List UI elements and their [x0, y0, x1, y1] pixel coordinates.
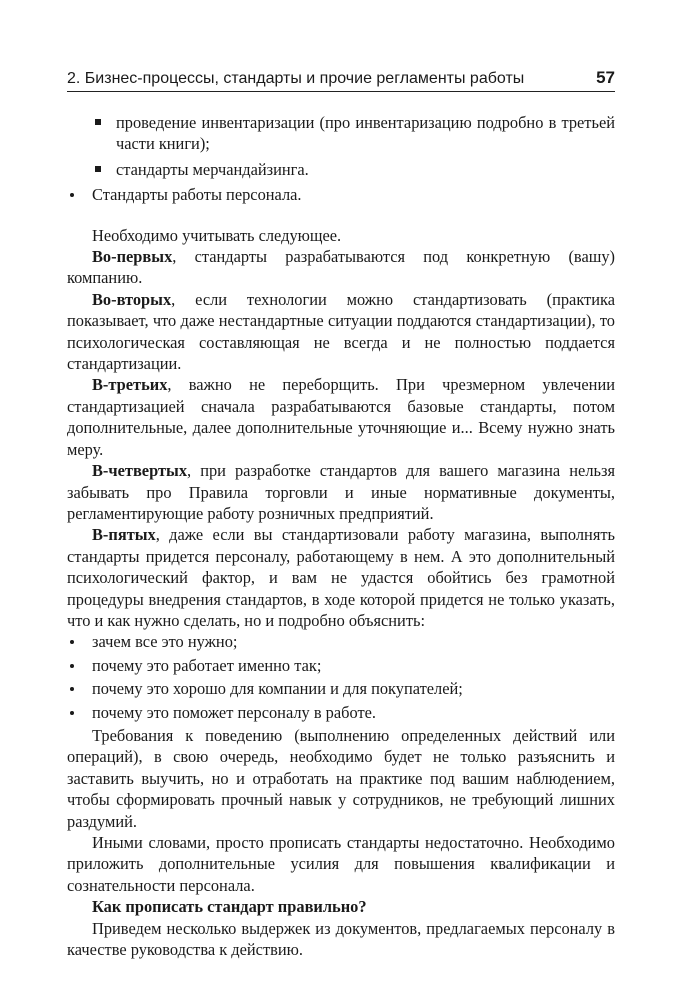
square-bullet-icon: [95, 119, 101, 125]
book-page: [67, 62, 615, 960]
paragraph: Иными словами, просто прописать стандарты недостаточно. Необходимо приложить дополнительные усилия для повышения квалификации и сознательности персонала.: [67, 833, 615, 895]
paragraph: Во-первых, стандарты разрабатываются под конкретную (вашу) компанию.: [67, 247, 615, 288]
round-bullet-icon: [70, 193, 74, 197]
list-item: почему это хорошо для компании и для покупателей;: [67, 678, 615, 699]
paragraph: Приведем несколько выдержек из документов, предлагаемых персоналу в качестве руководства к действию.: [67, 918, 615, 960]
page-content: [67, 112, 615, 960]
sub-bullet-list: [67, 112, 615, 180]
round-bullet-icon: [70, 664, 74, 668]
main-bullet-list: [67, 184, 615, 205]
square-bullet-icon: [95, 166, 101, 172]
paragraph: В-третьих, важно не переборщить. При чрезмерном увлечении стандартизацией сначала разрабатываются базовые стандарты, потом дополнительные, далее дополнительные уточняющие и... Всему нужно знать меру.: [67, 375, 615, 459]
list-item: почему это работает именно так;: [67, 655, 615, 676]
list-item: стандарты мерчандайзинга.: [67, 159, 615, 180]
paragraph: Во-вторых, если технологии можно стандартизовать (практика показывает, что даже нестандартные ситуации поддаются стандартизации), то психологическая составляющая не всегда и не полностью поддается стандартизации.: [67, 289, 615, 374]
paragraph: Необходимо учитывать следующее.: [92, 225, 342, 245]
page-number: 57: [596, 68, 615, 87]
chapter-title: 2. Бизнес-процессы, стандарты и прочие регламенты работы: [67, 70, 525, 87]
paragraph: В-пятых, даже если вы стандартизовали работу магазина, выполнять стандарты придется персоналу, работающему в нем. А это дополнительный психологический фактор, и вам не удастся обойтись без грамотной процедуры внедрения стандартов, в ходе которой придется не только указать, что и как нужно сделать, но и подробно объяснить:: [67, 525, 615, 630]
list-item: почему это поможет персоналу в работе.: [67, 702, 615, 723]
section-heading: Как прописать стандарт правильно?: [92, 897, 367, 917]
round-bullet-icon: [70, 711, 74, 715]
round-bullet-icon: [70, 640, 74, 644]
round-bullet-icon: [70, 687, 74, 691]
paragraph: Требования к поведению (выполнению определенных действий или операций), в свою очередь, необходимо будет не только разъяснить и заставить выучить, но и отработать на практике под вашим наблюдением, чтобы сформировать прочный навык у сотрудников, не требующий лишних раздумий.: [67, 725, 615, 831]
list-item: Стандарты работы персонала.: [67, 184, 615, 205]
explain-bullet-list: [67, 631, 615, 723]
paragraph: В-четвертых, при разработке стандартов для вашего магазина нельзя забывать про Правила торговли и иные нормативные документы, регламентирующие работу розничных предприятий.: [67, 461, 615, 523]
list-item: проведение инвентаризации (про инвентаризацию подробно в третьей части книги);: [67, 112, 615, 155]
running-header: [67, 62, 615, 92]
list-item: зачем все это нужно;: [67, 631, 615, 652]
